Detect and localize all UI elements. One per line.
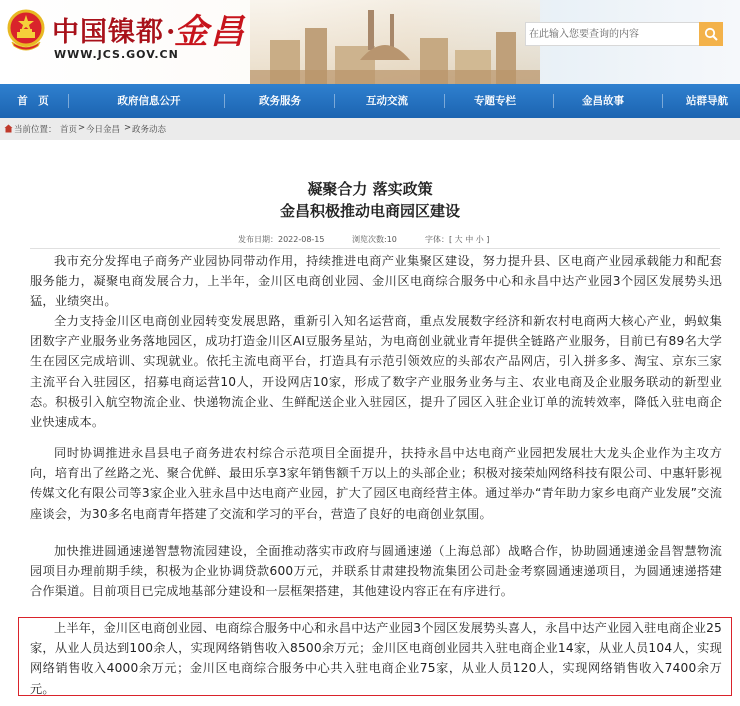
nav-divider <box>662 94 663 108</box>
breadcrumb-separator: > <box>78 123 86 133</box>
home-icon <box>4 124 13 133</box>
breadcrumb-separator: > <box>124 123 132 133</box>
site-name[interactable] <box>52 10 178 49</box>
article-paragraph: 同时协调推进永昌县电子商务进农村综合示范项目全面提升，扶持永昌中达电商产业园把发展壮大龙头企业作为主攻方向，培育出了丝路之光、聚合优鲜、最田乐享3家年销售额千万以上的头部企业；积极对接荣灿网络科技有限公司、中惠轩影视传媒文化有限公司等3家企业入驻永昌中达电商产业园，扩大了园区电商经营主体。通过举办“青年助力家乡电商产业发展”交流座谈会，为30多名电商青年搭建了交流和学习的平台，营造了良好的电商创业氛围。 <box>30 446 722 521</box>
view-count: 浏览次数:10 <box>352 235 397 244</box>
main-nav <box>0 84 740 118</box>
nav-divider <box>334 94 335 108</box>
search-input[interactable] <box>526 23 701 45</box>
site-brand[interactable]: 金昌 <box>174 12 246 52</box>
site-name-text: 中国镍都 <box>52 17 164 48</box>
font-size-control[interactable]: 字体：[ 大 中 小 ] <box>425 235 490 244</box>
breadcrumb <box>0 118 740 140</box>
nav-divider <box>553 94 554 108</box>
article-title-line1: 凝聚合力 落实政策 <box>307 180 433 198</box>
site-url: WWW.JCS.GOV.CN <box>54 48 179 61</box>
article-paragraph-highlighted: 上半年，金川区电商创业园、电商综合服务中心和永昌中达产业园3个园区发展势头喜人，永昌中达产业园入驻电商企业25家，从业人员达到100余人，实现网络销售收入8500余万元；金川区电商创业园共入驻电商企业14家，从业人员104人，实现网络销售收入4000余万元；金川区电商综合服务中心共入驻电商企业75家，从业人员120人，实现网络销售收入7400余万元。 <box>30 621 723 696</box>
breadcrumb-item-gov-news[interactable]: 政务动态 <box>132 125 167 135</box>
nav-item-gov-info[interactable]: 政府信息公开 <box>117 95 181 107</box>
nav-item-home[interactable]: 首 页 <box>17 95 49 107</box>
article-paragraph: 全力支持金川区电商创业园转变发展思路，重新引入知名运营商，重点发展数字经济和新农村电商两大核心产业，蚂蚁集团数字产业服务业务落地园区，成功打造金川区AI豆服务星站，为电商创业就业青年提供全链路产业服务，目前已有89名大学生在园区完成培训、实现就业。依托主流电商平台，打造具有示范引领效应的头部农产品网店，引入拼多多、淘宝、京东三家主流平台入驻园区，招募电商运营10人，开设网店10家，形成了数字产业服务业务与主、农业电商及企业服务联动的新型业态。积极引入航空物流企业、快递物流企业、生鲜配送企业入驻园区，提升了园区入驻企业订单的流转效率，降低入驻电商企业快速成本。 <box>30 314 722 430</box>
meta-divider <box>30 248 720 249</box>
article-paragraph: 我市充分发挥电子商务产业园协同带动作用，持续推进电商产业集聚区建设，努力提升县、区电商产业园承载能力和配套服务能力，凝聚电商发展合力，上半年，金川区电商创业园、金川区电商综合服务中心和永昌中达产业园3个园区发展势头迅猛，业绩突出。 <box>30 254 722 309</box>
breadcrumb-item-today[interactable]: 今日金昌 <box>86 125 121 135</box>
nav-divider <box>224 94 225 108</box>
city-skyline-image <box>250 0 540 84</box>
nav-item-interaction[interactable]: 互动交流 <box>366 95 408 107</box>
breadcrumb-item-home[interactable]: 首页 <box>60 125 78 135</box>
article-paragraph: 加快推进圆通速递智慧物流园建设，全面推动落实市政府与圆通速递（上海总部）战略合作，协助圆通速递金昌智慧物流园项目办理前期手续，积极为企业协调贷款600万元，并联系甘肃建投物流集团公司赴金考察圆通速递项目，为圆通速递搭建合作渠道。目前项目已完成地基部分建设和一层框架搭建，其他建设内容正在有序进行。 <box>30 544 722 599</box>
national-emblem-icon <box>6 8 46 52</box>
breadcrumb-prefix: 当前位置： <box>14 125 57 135</box>
search-box <box>525 22 723 46</box>
search-button[interactable] <box>699 22 723 46</box>
publish-date: 发布日期：2022-08-15 <box>238 235 325 244</box>
search-icon <box>704 27 718 41</box>
site-name-separator: · <box>166 17 177 48</box>
nav-divider <box>68 94 69 108</box>
site-header <box>0 0 740 84</box>
nav-divider <box>444 94 445 108</box>
nav-item-special-topics[interactable]: 专题专栏 <box>474 95 516 107</box>
article-title-line2: 金昌积极推动电商园区建设 <box>279 202 460 220</box>
nav-item-jinchang-stories[interactable]: 金昌故事 <box>582 95 624 107</box>
nav-item-gov-services[interactable]: 政务服务 <box>259 95 301 107</box>
nav-item-site-navigation[interactable]: 站群导航 <box>686 95 728 107</box>
